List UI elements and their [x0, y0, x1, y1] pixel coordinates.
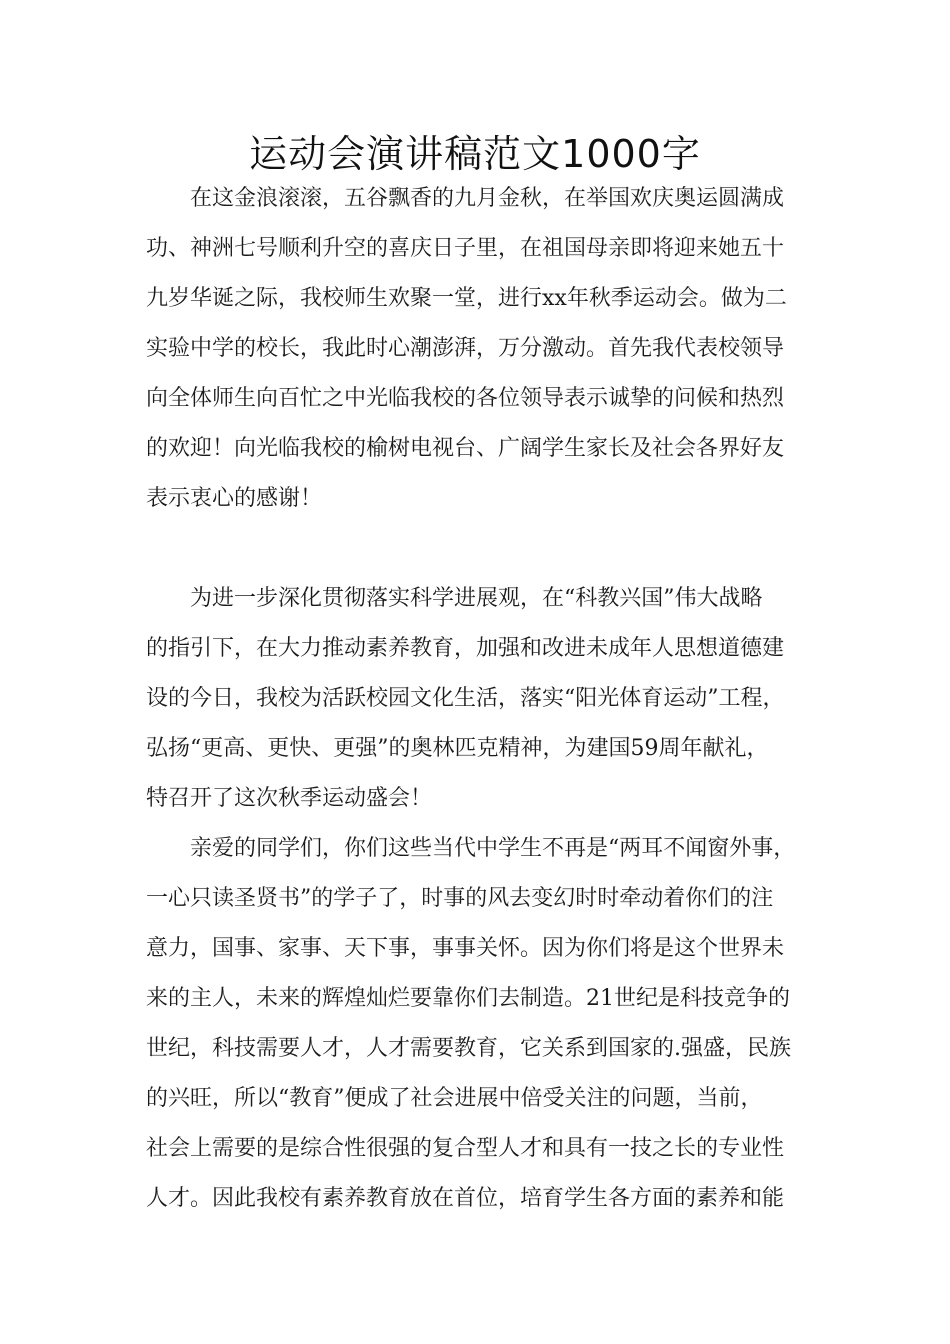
text-line: 九岁华诞之际，我校师生欢聚一堂，进行xx年秋季运动会。做为二 [146, 286, 787, 311]
document-title: 运动会演讲稿范文1000字 [249, 132, 701, 176]
text-line: 设的今日，我校为活跃校园文化生活，落实“阳光体育运动”工程， [146, 686, 785, 711]
text-line: 一心只读圣贤书”的学子了，时事的风去变幻时时牵动着你们的注 [146, 886, 774, 911]
text-line: 实验中学的校长，我此时心潮澎湃，万分激动。首先我代表校领导 [146, 336, 785, 361]
text-line: 意力，国事、家事、天下事，事事关怀。因为你们将是这个世界未 [146, 936, 785, 961]
text-line: 表示衷心的感谢！ [146, 486, 323, 511]
text-line: 社会上需要的是综合性很强的复合型人才和具有一技之长的专业性 [146, 1136, 785, 1161]
text-line: 为进一步深化贯彻落实科学进展观，在“科教兴国”伟大战略 [190, 586, 763, 611]
text-line: 在这金浪滚滚，五谷飘香的九月金秋，在举国欢庆奥运圆满成 [190, 186, 785, 211]
text-line: 向全体师生向百忙之中光临我校的各位领导表示诚挚的问候和热烈 [146, 386, 785, 411]
text-line: 特召开了这次秋季运动盛会！ [146, 786, 433, 811]
text-line: 世纪，科技需要人才，人才需要教育，它关系到国家的.强盛，民族 [146, 1036, 791, 1061]
text-line: 弘扬“更高、更快、更强”的奥林匹克精神，为建国59周年献礼， [146, 736, 769, 761]
text-line: 的兴旺，所以“教育”便成了社会进展中倍受关注的问题，当前， [146, 1086, 763, 1111]
text-line: 的欢迎！向光临我校的榆树电视台、广阔学生家长及社会各界好友 [146, 436, 785, 461]
text-line: 来的主人，未来的辉煌灿烂要靠你们去制造。21世纪是科技竞争的 [146, 986, 790, 1011]
text-line: 人才。因此我校有素养教育放在首位，培育学生各方面的素养和能 [146, 1186, 785, 1211]
text-line: 功、神洲七号顺利升空的喜庆日子里，在祖国母亲即将迎来她五十 [146, 236, 785, 261]
text-line: 的指引下，在大力推动素养教育，加强和改进未成年人思想道德建 [146, 636, 785, 661]
text-line: 亲爱的同学们，你们这些当代中学生不再是“两耳不闻窗外事， [190, 836, 796, 861]
